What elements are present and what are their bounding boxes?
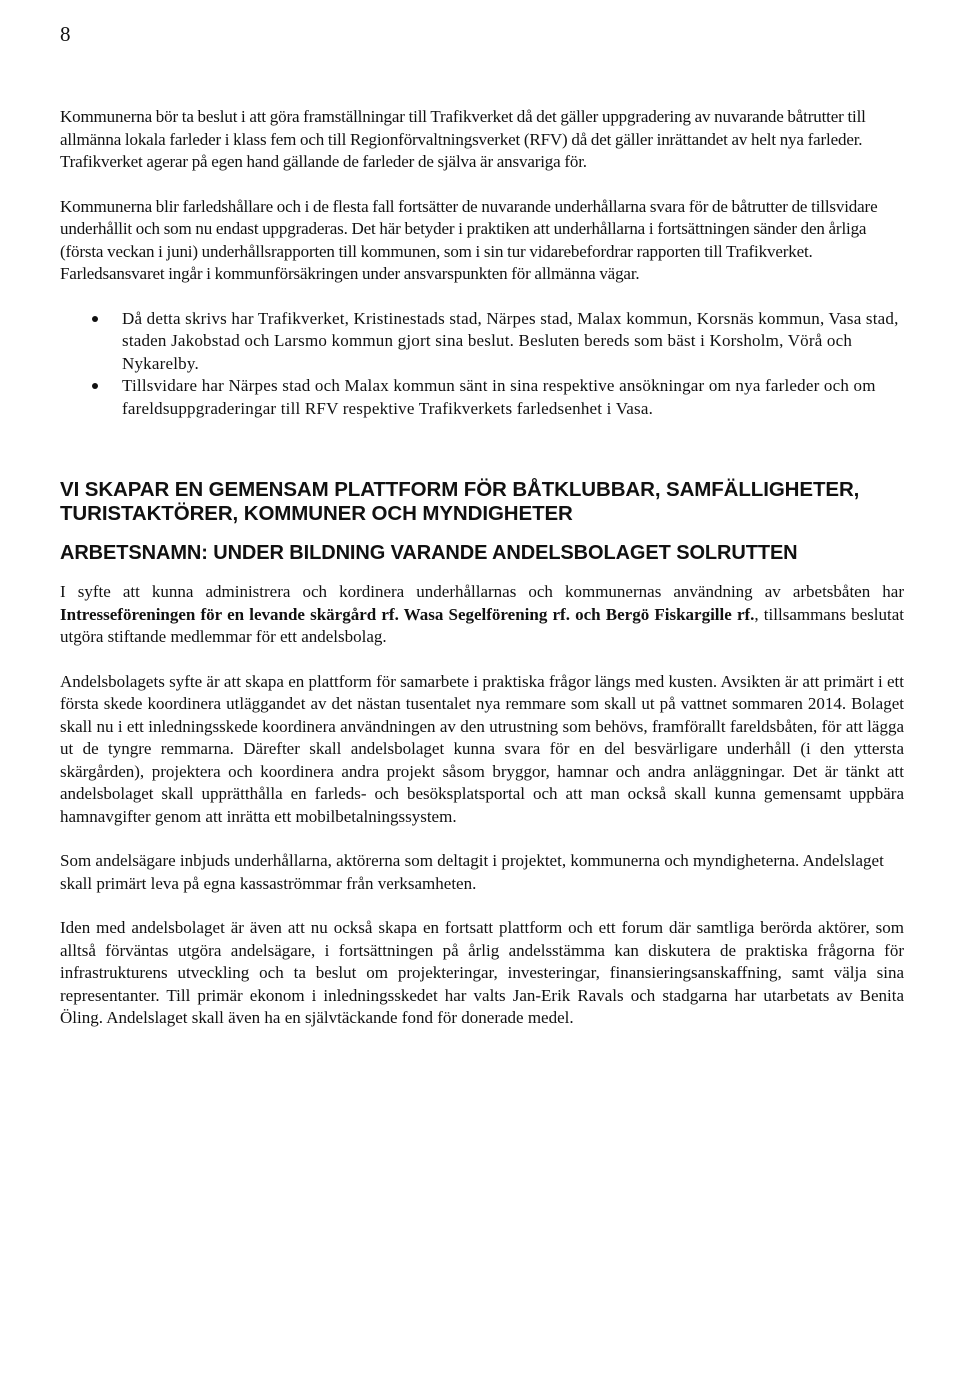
paragraph-company-purpose: Andelsbolagets syfte är att skapa en plattform för samarbete i praktiska frågor längs med kusten. Avsikten är att primärt i ett första skede koordinera utläggandet av det nästan tusentalet nya remmare som skall ut på vattnet sommaren 2014. Bolaget skall nu i ett inledningsskede koordinera användningen av den utrustning som behövs, framförallt fareldsbåten, för att lägga ut de tyngre remmarna. Därefter skall andelsbolaget kunna svara för en del besvärligare underhåll (i den yttersta skärgården), projektera och koordinera andra projekt såsom bryggor, hamnar och andra anläggningar. Det är tänkt att andelsbolaget skall upprätthålla en farleds- och besöksplatsportal och att man också skall kunna gemensamt uppbära hamnavgifter genom att inrätta ett mobilbetalningssystem. — [60, 671, 904, 826]
list-item — [60, 375, 904, 420]
founding-members-intro: I syfte att kunna administrera och kordinera underhållarnas och kommunernas användning av arbetsbåten har — [60, 582, 904, 601]
list-item-text: Tillsvidare har Närpes stad och Malax kommun sänt in sina respektive ansökningar om nya farleder och om fareldsuppgraderingar till RFV respektive Trafikverkets farledsenhet i Vasa. — [122, 376, 876, 418]
page-content — [60, 106, 904, 1030]
paragraph-municipal-decisions: Kommunerna bör ta beslut i att göra framställningar till Trafikverket då det gäller uppgradering av nuvarande båtrutter till allmänna lokala farleder i klass fem och till Regionförvaltningsverket (RFV) då det gäller inrättandet av helt nya farleder. Trafikverket agerar på egen hand gällande de farleder de själva är ansvariga för. — [60, 107, 866, 171]
decision-status-list — [60, 308, 904, 421]
bullet-icon — [92, 383, 98, 389]
founding-members-names: Intresseföreningen för en levande skärgård rf. Wasa Segelförening rf. och Bergö Fiskargille rf. — [60, 604, 755, 624]
paragraph-shareholders: Som andelsägare inbjuds underhållarna, aktörerna som deltagit i projektet, kommunerna och myndigheterna. Andelslaget skall primärt leva på egna kassaströmmar från verksamheten. — [60, 851, 884, 893]
section-heading: VI SKAPAR EN GEMENSAM PLATTFORM FÖR BÅTKLUBBAR, SAMFÄLLIGHETER, TURISTAKTÖRER, KOMMUNER OCH MYNDIGHETER — [60, 478, 860, 525]
founding-members-end: , tillsammans beslutat utgöra stiftande medlemmar för ett andelsbolag. — [60, 604, 904, 646]
subsection-heading: ARBETSNAMN: UNDER BILDNING VARANDE ANDELSBOLAGET SOLRUTTEN — [60, 542, 798, 564]
paragraph-company-idea: Iden med andelsbolaget är även att nu också skapa en fortsatt plattform och ett forum där samtliga berörda aktörer, som alltså förväntas utgöra andelsägare, i fortsättningen på årlig andelsstämma kan diskutera de praktiska frågorna för infrastrukturens utveckling och ta beslut om projekteringar, investeringar, finansieringsanskaffning, samt välja sina representanter. Till primär ekonom i inledningsskedet har valts Jan-Erik Ravals och stadgarna har utarbetats av Benita Öling. Andelslaget skall även ha en självtäckande fond för donerade medel. — [60, 918, 904, 1027]
list-item-text: Då detta skrivs har Trafikverket, Kristinestads stad, Närpes stad, Malax kommun, Korsnäs kommun, Vasa stad, staden Jakobstad och Larsmo kommun gjort sina beslut. Besluten bereds som bäst i Korsholm, Vörå och Nykarelby. — [122, 308, 899, 373]
bullet-icon — [92, 316, 98, 322]
paragraph-fairway-holders: Kommunerna blir farledshållare och i de flesta fall fortsätter de nuvarande underhållarna svara för de båtrutter de tillsvidare underhållit och som nu endast uppgraderas. Det här betyder i praktiken att underhållarna i fortsättningen sänder den årliga (första veckan i juni) underhållsrapporten till kommunen, som i sin tur vidarebefordrar rapporten till Trafikverket. Farledsansvaret ingår i kommunförsäkringen under ansvarspunkten för allmänna vägar. — [60, 196, 878, 283]
page-number: 8 — [60, 22, 71, 46]
list-item — [60, 308, 904, 376]
paragraph-founding-members — [60, 581, 904, 649]
